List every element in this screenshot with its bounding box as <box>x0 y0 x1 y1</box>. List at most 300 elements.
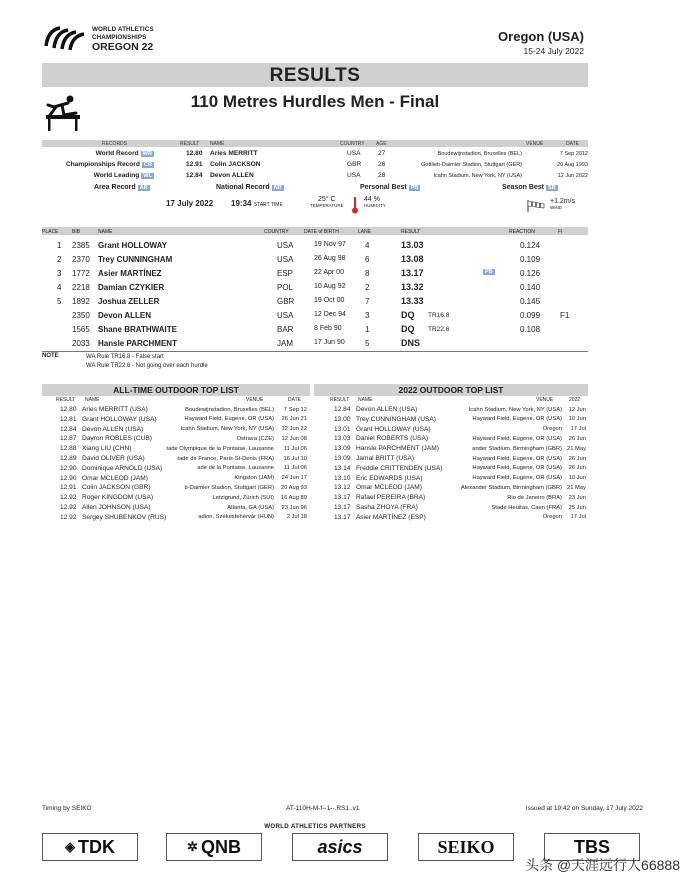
wind-value: +1.2m/s <box>550 198 576 205</box>
record-label-text: Championships Record <box>65 161 140 168</box>
record-name: Colin JACKSON <box>210 161 261 168</box>
legend-label: Season Best <box>502 184 545 191</box>
personal-best-badge: PB <box>485 268 493 275</box>
toplist-venue: Oregon <box>542 426 562 433</box>
toplist-name: Sergey SHUBENKOV (RUS) <box>82 513 167 521</box>
athlete-dob: 22 Apr 00 <box>314 269 344 276</box>
toplist-date: 23 Jun 96 <box>281 504 307 511</box>
toplist-name: Dominique ARNOLD (USA) <box>82 464 163 472</box>
legend-label: Personal Best <box>360 184 407 191</box>
record-badge: CR <box>143 162 152 168</box>
athlete-dob: 26 Aug 98 <box>314 255 346 262</box>
result-lane: 7 <box>365 296 370 306</box>
record-label <box>96 150 154 157</box>
toplist-row <box>314 455 588 465</box>
athlete-dob: 17 Jun 90 <box>314 339 345 346</box>
toplist-date: 26 Jun <box>568 465 586 472</box>
result-bib: 2218 <box>72 282 90 292</box>
results-divider <box>42 351 588 352</box>
record-legend-item <box>216 184 284 191</box>
note-label: NOTE <box>42 353 59 359</box>
logo-text <box>92 26 154 53</box>
toplist-row <box>42 484 310 494</box>
toplist-result: 12.88 <box>60 445 77 453</box>
toplist-row <box>42 504 310 514</box>
world-athletics-logo <box>42 22 162 54</box>
col-bib: BIB <box>72 228 81 235</box>
watermark: 头条 @天涯远行人66888 <box>524 857 680 873</box>
toplist-row <box>314 484 588 494</box>
toplist-date: 26 Jun <box>568 455 586 462</box>
record-result: 12.91 <box>186 161 203 168</box>
toplist-venue: Ostrava (CZE) <box>236 436 274 443</box>
toplist-date: 23 Jun <box>568 494 586 501</box>
toplist-result: 13.17 <box>334 494 351 502</box>
athlete-name: Devon ALLEN <box>98 310 152 320</box>
athlete-dob: 12 Dec 94 <box>314 311 346 318</box>
record-legend-item <box>94 184 150 191</box>
toplist-venue: ade de la Pontaise, Lausanne <box>197 465 274 472</box>
toplist-date: 10 Jun <box>568 416 586 423</box>
toplist-row <box>42 475 310 485</box>
toplist-result: 12.84 <box>60 425 77 433</box>
athlete-country: GBR <box>277 296 295 306</box>
athlete-dob: 8 Feb 90 <box>314 325 342 332</box>
toplist-result: 13.10 <box>334 474 351 482</box>
alltime-list-header <box>42 397 310 404</box>
toplist-name: Trey CUNNINGHAM (USA) <box>356 415 436 423</box>
toplist-date: 21 May <box>566 445 586 452</box>
toplist-name: Omar MCLEOD (JAM) <box>82 474 148 482</box>
result-row <box>42 267 588 279</box>
record-date: 7 Sep 2012 <box>559 150 588 157</box>
toplist-result: 12.80 <box>60 406 77 413</box>
toplist-venue: ander Stadium, Birmingham (GBR) <box>472 445 562 452</box>
toplist-name: Daniel ROBERTS (USA) <box>356 435 429 443</box>
athlete-dob: 10 Aug 92 <box>314 283 346 290</box>
result-lane: 6 <box>365 254 370 264</box>
record-row <box>42 149 588 159</box>
toplist-result: 12.81 <box>60 415 77 423</box>
col-result: RESULT <box>401 228 421 235</box>
reaction-time: 0.109 <box>520 254 541 264</box>
col-date: DATE <box>566 140 579 147</box>
toplist-name: Allen JOHNSON (USA) <box>82 504 151 511</box>
result-row <box>42 281 588 293</box>
toplist-venue: Hayward Field, Eugene, OR (USA) <box>472 465 562 472</box>
tdk-mark-icon: ◈ <box>65 839 75 854</box>
toplist-name: Sasha ZHOYA (FRA) <box>356 504 418 511</box>
sponsor-asics-logo <box>292 833 388 861</box>
athlete-name: Trey CUNNINGHAM <box>98 254 173 264</box>
toplist-date: 11 Jul 06 <box>283 465 307 472</box>
toplist-venue: Hayward Field, Eugene, OR (USA) <box>184 416 274 423</box>
col-lane: LANE <box>358 228 372 235</box>
wind-flag-icon <box>527 200 547 212</box>
record-venue: Gottlieb-Daimler Stadion, Stuttgart (GER) <box>421 161 522 168</box>
toplist-row <box>314 514 588 524</box>
result-bib: 2350 <box>72 310 90 320</box>
toplist-row <box>314 445 588 455</box>
col-place: PLACE <box>42 228 59 235</box>
result-lane: 4 <box>365 240 370 250</box>
record-country: USA <box>347 172 361 179</box>
toplist-date: 16 Aug 89 <box>280 494 307 501</box>
note-line: WA Rule TR16.8 - False start <box>86 354 164 360</box>
reaction-time: 0.108 <box>520 324 541 334</box>
toplist-venue: Rio de Janeiro (BRA) <box>507 494 562 501</box>
toplist-name: David OLIVER (USA) <box>82 455 145 462</box>
sponsor-name: asics <box>317 836 363 857</box>
false-start-flag: F1 <box>560 310 570 320</box>
event-location: Oregon (USA) <box>498 29 584 44</box>
toplist-name: Freddie CRITTENDEN (USA) <box>356 464 443 472</box>
toplist-name: Eric EDWARDS (USA) <box>356 474 423 482</box>
toplist-venue: Hayward Field, Eugene, OR (USA) <box>472 455 562 462</box>
col-venue: VENUE <box>246 397 264 403</box>
toplist-name: Colin JACKSON (GBR) <box>82 484 151 492</box>
toplist-venue: Icahn Stadium, New York, NY (USA) <box>180 426 274 433</box>
col-venue: VENUE <box>536 397 554 403</box>
toplist-date: 7 Sep 12 <box>283 406 307 413</box>
col-age: AGE <box>376 140 387 147</box>
toplist-result: 13.12 <box>334 484 351 492</box>
toplist-row <box>42 445 310 455</box>
athlete-country: JAM <box>277 338 293 348</box>
athlete-dob: 19 Oct 00 <box>314 297 345 304</box>
athlete-name: Asier MARTÍNEZ <box>98 268 162 278</box>
athlete-dob: 19 Nov 97 <box>314 241 346 248</box>
toplist-row <box>314 406 588 416</box>
toplist-result: 13.03 <box>334 435 351 443</box>
toplist-venue: tade Olympique de la Pontaise, Lausanne <box>166 445 274 452</box>
result-time: 13.17 <box>401 268 424 278</box>
toplist-row <box>314 494 588 504</box>
toplist-name: Roger KINGDOM (USA) <box>82 494 154 502</box>
start-time-value: 19:34 <box>231 199 252 208</box>
col-name: NAME <box>98 228 113 235</box>
toplist-result: 12.91 <box>60 484 77 492</box>
competition-date: 17 July 2022 <box>166 199 214 208</box>
toplist-row <box>42 416 310 426</box>
results-header <box>42 227 588 235</box>
toplist-row <box>42 426 310 436</box>
sponsor-name: SEIKO <box>437 836 495 857</box>
wind-label: WIND <box>550 205 562 210</box>
athlete-name: Hansle PARCHMENT <box>98 338 177 348</box>
toplist-row <box>314 435 588 445</box>
toplist-venue: Icahn Stadium, New York, NY (USA) <box>468 406 562 413</box>
legend-label: National Record <box>216 184 270 191</box>
toplist-result: 13.17 <box>334 504 351 511</box>
toplist-result: 12.87 <box>60 435 77 443</box>
record-country: GBR <box>347 161 362 168</box>
record-age: 28 <box>378 172 386 179</box>
thermometer-icon <box>351 196 359 214</box>
col-country: COUNTRY <box>340 140 365 147</box>
record-date: 12 Jun 2022 <box>557 172 588 179</box>
toplist-row <box>42 465 310 475</box>
toplist-date: 26 Jun 21 <box>281 416 307 423</box>
season-list-title: 2022 OUTDOOR TOP LIST <box>314 384 588 396</box>
result-lane: 8 <box>365 268 370 278</box>
record-label <box>66 161 154 168</box>
athlete-country: USA <box>277 310 294 320</box>
legend-badge: SB <box>548 185 556 191</box>
qnb-mark-icon: ✲ <box>187 839 198 854</box>
toplist-row <box>42 494 310 504</box>
toplist-name: Hansle PARCHMENT (JAM) <box>356 445 439 453</box>
toplist-row <box>42 435 310 445</box>
toplist-venue: Atlanta, GA (USA) <box>227 504 274 511</box>
col-year: 2022 <box>569 397 581 403</box>
record-row <box>42 171 588 181</box>
toplist-date: 17 Jul <box>570 426 586 433</box>
results-banner: RESULTS <box>42 63 588 87</box>
result-time: 13.03 <box>401 240 424 250</box>
record-label-text: World Leading <box>93 172 140 179</box>
start-time <box>231 199 283 208</box>
toplist-result: 13.09 <box>334 455 351 462</box>
col-result: RESULT <box>330 397 350 403</box>
result-row <box>42 253 588 265</box>
toplist-name: Jamal BRITT (USA) <box>356 455 415 462</box>
toplist-name: Devon ALLEN (USA) <box>356 406 418 413</box>
toplist-name: Omar MCLEOD (JAM) <box>356 484 422 492</box>
reaction-time: 0.126 <box>520 268 541 278</box>
record-result: 12.84 <box>186 172 203 179</box>
event-title: 110 Metres Hurdles Men - Final <box>190 92 440 111</box>
toplist-date: 12 Jun 08 <box>281 436 307 443</box>
reaction-time: 0.140 <box>520 282 541 292</box>
result-bib: 2370 <box>72 254 90 264</box>
toplist-name: Aries MERRITT (USA) <box>82 406 148 413</box>
toplist-venue: Alexander Stadium, Birmingham (GBR) <box>460 485 562 492</box>
toplist-venue: Letzigrund, Zürich (SUI) <box>212 494 274 501</box>
record-badge: WR <box>142 151 152 157</box>
legend-badge: AR <box>139 185 148 191</box>
result-lane: 3 <box>365 310 370 320</box>
sponsor-seiko-logo <box>418 833 514 861</box>
issued-timestamp: Issued at 19:42 on Sunday, 17 July 2022 <box>525 805 643 812</box>
toplist-result: 12.89 <box>60 455 77 462</box>
document-code: AT-110H-M-f--1--.RS1..v1 <box>286 805 360 812</box>
toplist-date: 12 Jun 22 <box>281 426 307 433</box>
toplist-result: 12.90 <box>60 474 77 482</box>
record-date: 20 Aug 1993 <box>557 161 588 168</box>
record-name: Aries MERRITT <box>210 150 258 157</box>
reaction-time: 0.145 <box>520 296 541 306</box>
toplist-date: 21 May <box>566 485 586 492</box>
col-reaction: REACTION <box>509 228 535 235</box>
sponsor-name: TBS <box>574 836 610 857</box>
result-place: 3 <box>57 268 62 278</box>
col-dob: DATE of BIRTH <box>304 228 339 235</box>
result-bib: 2033 <box>72 338 90 348</box>
toplist-result: 13.17 <box>334 513 351 521</box>
athlete-country: ESP <box>277 268 294 278</box>
record-label <box>94 172 154 179</box>
record-age: 26 <box>378 161 386 168</box>
toplist-result: 12.92 <box>60 504 77 511</box>
result-row <box>42 337 588 349</box>
event-dates: 15-24 July 2022 <box>523 46 584 56</box>
toplist-date: 24 Jun 17 <box>281 475 307 482</box>
partners-label: WORLD ATHLETICS PARTNERS <box>264 823 366 830</box>
toplist-date: 25 Jun <box>568 504 586 511</box>
toplist-venue: Hayward Field, Eugene, OR (USA) <box>472 475 562 482</box>
record-age: 27 <box>378 150 386 157</box>
temperature-label: TEMPERATURE <box>310 203 344 208</box>
record-country: USA <box>347 150 361 157</box>
humidity <box>364 196 386 208</box>
toplist-date: 26 Jun <box>568 436 586 443</box>
toplist-date: 12 Jun <box>568 406 586 413</box>
toplist-venue: Stade Heuitas, Caen (FRA) <box>491 504 562 511</box>
result-bib: 1772 <box>72 268 90 278</box>
athlete-country: USA <box>277 240 294 250</box>
toplist-row <box>314 426 588 436</box>
toplist-result: 13.00 <box>334 415 351 423</box>
col-result: RESULT <box>180 140 200 147</box>
toplist-result: 13.09 <box>334 445 351 453</box>
record-result: 12.80 <box>186 150 203 157</box>
toplist-result: 12.84 <box>334 406 351 413</box>
result-time: 13.32 <box>401 282 424 292</box>
toplist-date: 2 Jul 18 <box>286 514 307 521</box>
toplist-name: Devon ALLEN (USA) <box>82 425 144 433</box>
sponsor-qnb-logo <box>166 833 262 861</box>
sponsor-name: QNB <box>200 836 241 857</box>
result-rule-note: TR16.8 <box>428 312 450 319</box>
athlete-name: Damian CZYKIER <box>98 282 165 292</box>
toplist-date: 11 Jul 06 <box>283 445 307 452</box>
col-name: NAME <box>358 397 373 403</box>
record-venue: Icahn Stadium, New York, NY (USA) <box>433 172 522 179</box>
toplist-row <box>314 465 588 475</box>
sponsor-name: TDK <box>78 836 115 857</box>
toplist-venue: Kingston (JAM) <box>234 475 274 482</box>
toplist-venue: Boudewijnstadion, Bruxelles (BEL) <box>185 406 274 413</box>
result-lane: 2 <box>365 282 370 292</box>
toplist-date: 20 Aug 93 <box>280 485 307 492</box>
result-time: DQ <box>401 324 415 334</box>
toplist-venue: tade de France, Paris-St-Denis (FRA) <box>177 455 274 462</box>
athlete-country: BAR <box>277 324 294 334</box>
result-time: 13.33 <box>401 296 424 306</box>
toplist-name: Rafael PEREIRA (BRA) <box>356 494 426 502</box>
toplist-venue: b-Daimler Stadion, Stuttgart (GER) <box>184 485 274 492</box>
result-time: 13.08 <box>401 254 424 264</box>
record-legend-item <box>360 184 420 191</box>
record-label-text: World Record <box>95 150 139 157</box>
result-place: 5 <box>57 296 62 306</box>
result-bib: 1565 <box>72 324 90 334</box>
sponsor-tdk-logo <box>42 833 138 861</box>
toplist-name: Asier MARTÍNEZ (ESP) <box>356 513 426 521</box>
start-time-label: START TIME <box>253 202 283 208</box>
record-legend-item <box>502 184 558 191</box>
alltime-list-title: ALL-TIME OUTDOOR TOP LIST <box>42 384 310 396</box>
logo-line: OREGON 22 <box>92 41 154 53</box>
record-venue: Boudewijnstadion, Bruxelles (BEL) <box>437 150 522 157</box>
result-bib: 1892 <box>72 296 90 306</box>
col-name: NAME <box>85 397 100 403</box>
toplist-venue: adion, Székesfehérvár (HUN) <box>198 514 274 521</box>
logo-line: WORLD ATHLETICS <box>92 26 154 33</box>
humidity-value: 44 % <box>364 196 380 203</box>
toplist-venue: Hayward Field, Eugene, OR (USA) <box>472 436 562 443</box>
timing-credit: Timing by SEIKO <box>42 805 92 812</box>
athlete-country: POL <box>277 282 294 292</box>
col-name: NAME <box>210 140 225 147</box>
result-place: 1 <box>57 240 62 250</box>
toplist-result: 13.14 <box>334 464 351 472</box>
record-badge: WL <box>143 173 152 179</box>
temperature-value: 25° C <box>318 196 336 203</box>
result-row <box>42 309 588 321</box>
col-country: COUNTRY <box>264 228 289 235</box>
toplist-date: 17 Jul <box>570 514 586 521</box>
athlete-country: USA <box>277 254 294 264</box>
toplist-name: Grant HOLLOWAY (USA) <box>82 415 157 423</box>
reaction-time: 0.124 <box>520 240 541 250</box>
result-bib: 2385 <box>72 240 90 250</box>
record-row <box>42 160 588 170</box>
result-row <box>42 323 588 335</box>
temperature <box>310 196 344 208</box>
result-place: 2 <box>57 254 62 264</box>
toplist-row <box>42 514 310 524</box>
toplist-row <box>42 406 310 416</box>
toplist-result: 12.92 <box>60 513 77 521</box>
logo-line: CHAMPIONSHIPS <box>92 34 147 41</box>
legend-label: Area Record <box>94 184 136 191</box>
result-place: 4 <box>57 282 62 292</box>
toplist-venue: Hayward Field, Eugene, OR (USA) <box>472 416 562 423</box>
athlete-name: Joshua ZELLER <box>98 296 160 306</box>
result-row <box>42 295 588 307</box>
record-name: Devon ALLEN <box>210 172 254 179</box>
col-venue: VENUE <box>526 140 544 147</box>
reaction-time: 0.099 <box>520 310 541 320</box>
result-rule-note: TR22.6 <box>428 326 450 333</box>
toplist-date: 10 Jun <box>568 475 586 482</box>
toplist-venue: Oregon <box>542 514 562 521</box>
toplist-date: 16 Jul 10 <box>283 455 307 462</box>
wind <box>550 198 575 210</box>
toplist-name: Xiang LIU (CHN) <box>82 445 132 453</box>
toplist-row <box>314 416 588 426</box>
records-header <box>42 140 588 147</box>
toplist-name: Dayron ROBLES (CUB) <box>82 435 152 443</box>
toplist-row <box>314 475 588 485</box>
result-time: DNS <box>401 338 421 348</box>
toplist-result: 13.01 <box>334 425 351 433</box>
result-lane: 5 <box>365 338 370 348</box>
toplist-result: 12.90 <box>60 464 77 472</box>
toplist-row <box>42 455 310 465</box>
athlete-name: Grant HOLLOWAY <box>98 240 168 250</box>
legend-badge: PB <box>410 185 419 191</box>
humidity-label: HUMIDITY <box>364 203 386 208</box>
toplist-name: Grant HOLLOWAY (USA) <box>356 425 431 433</box>
athlete-name: Shane BRATHWAITE <box>98 324 177 334</box>
result-row <box>42 239 588 251</box>
result-lane: 1 <box>365 324 370 334</box>
result-time: DQ <box>401 310 415 320</box>
col-fl: Fl <box>558 228 563 235</box>
